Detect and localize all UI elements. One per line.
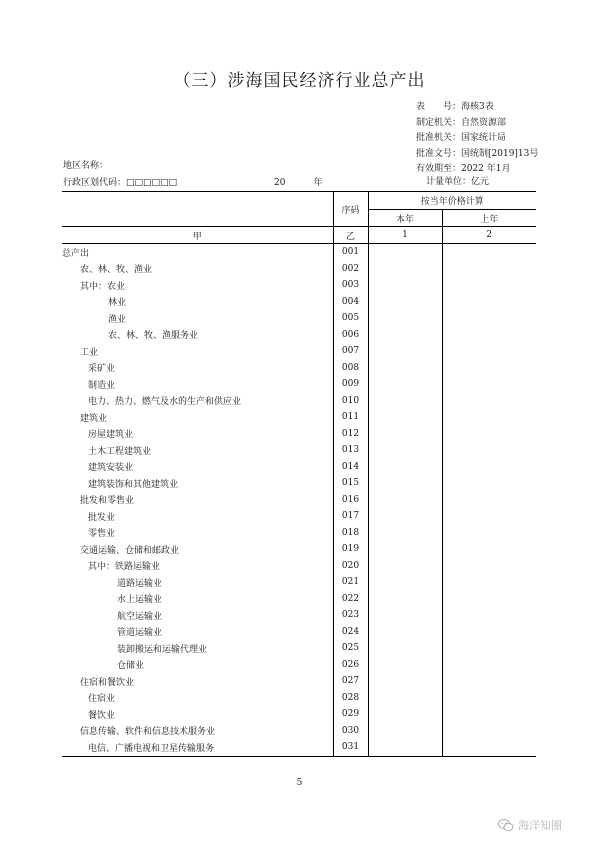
cell-last-year[interactable] bbox=[442, 673, 536, 690]
row-name: 林业 bbox=[108, 298, 127, 309]
row-code: 001 bbox=[333, 244, 368, 261]
row-code: 019 bbox=[333, 541, 368, 558]
table-row bbox=[62, 294, 536, 311]
cell-last-year[interactable] bbox=[442, 657, 536, 674]
table-row bbox=[62, 640, 536, 657]
row-code: 007 bbox=[333, 343, 368, 360]
cell-this-year[interactable] bbox=[368, 525, 442, 542]
row-name: 批发业 bbox=[88, 512, 116, 523]
header-code: 序码 bbox=[333, 192, 368, 227]
cell-this-year[interactable] bbox=[368, 706, 442, 723]
row-code: 013 bbox=[333, 442, 368, 459]
row-code: 024 bbox=[333, 624, 368, 641]
cell-this-year[interactable] bbox=[368, 541, 442, 558]
cell-this-year[interactable] bbox=[368, 508, 442, 525]
cell-this-year[interactable] bbox=[368, 426, 442, 443]
table-row bbox=[62, 475, 536, 492]
cell-this-year[interactable] bbox=[368, 244, 442, 261]
row-name: 水上运输业 bbox=[117, 595, 163, 606]
table-row bbox=[62, 310, 536, 327]
cell-last-year[interactable] bbox=[442, 426, 536, 443]
table-row bbox=[62, 442, 536, 459]
cell-this-year[interactable] bbox=[368, 558, 442, 575]
table-row bbox=[62, 591, 536, 608]
row-code: 008 bbox=[333, 360, 368, 377]
page-title: （三）涉海国民经济行业总产出 bbox=[173, 71, 426, 91]
cell-this-year[interactable] bbox=[368, 492, 442, 509]
region-info bbox=[63, 158, 177, 192]
table-row bbox=[62, 261, 536, 278]
wechat-icon bbox=[498, 819, 514, 832]
header-price: 按当年价格计算 bbox=[368, 192, 536, 210]
table-row bbox=[62, 525, 536, 542]
cell-last-year[interactable] bbox=[442, 244, 536, 261]
cell-last-year[interactable] bbox=[442, 508, 536, 525]
cell-last-year[interactable] bbox=[442, 376, 536, 393]
table-body bbox=[62, 244, 536, 757]
cell-last-year[interactable] bbox=[442, 343, 536, 360]
row-code: 020 bbox=[333, 558, 368, 575]
cell-this-year[interactable] bbox=[368, 475, 442, 492]
row-name: 零售业 bbox=[88, 529, 116, 540]
table-row bbox=[62, 409, 536, 426]
row-name: 农、林、牧、渔业 bbox=[80, 265, 153, 276]
cell-this-year[interactable] bbox=[368, 690, 442, 707]
row-code: 005 bbox=[333, 310, 368, 327]
row-code: 029 bbox=[333, 706, 368, 723]
table-row bbox=[62, 277, 536, 294]
table-row bbox=[62, 459, 536, 476]
row-name: 其中：铁路运输业 bbox=[88, 562, 161, 573]
cell-last-year[interactable] bbox=[442, 640, 536, 657]
cell-this-year[interactable] bbox=[368, 343, 442, 360]
cell-last-year[interactable] bbox=[442, 459, 536, 476]
year-suffix: 年 bbox=[313, 178, 323, 188]
cell-this-year[interactable] bbox=[368, 393, 442, 410]
table-row bbox=[62, 739, 536, 756]
row-name: 航空运输业 bbox=[117, 611, 163, 622]
row-name: 电力、热力、燃气及水的生产和供应业 bbox=[88, 397, 242, 408]
row-name: 采矿业 bbox=[88, 364, 116, 375]
row-code: 002 bbox=[333, 261, 368, 278]
header-this-year: 本年 bbox=[368, 210, 442, 227]
cell-last-year[interactable] bbox=[442, 409, 536, 426]
table-row bbox=[62, 558, 536, 575]
cell-last-year[interactable] bbox=[442, 277, 536, 294]
cell-last-year[interactable] bbox=[442, 475, 536, 492]
cell-this-year[interactable] bbox=[368, 574, 442, 591]
cell-this-year[interactable] bbox=[368, 591, 442, 608]
row-code: 012 bbox=[333, 426, 368, 443]
cell-this-year[interactable] bbox=[368, 640, 442, 657]
row-name: 其中：农业 bbox=[80, 281, 126, 292]
region-code-label: 行政区划代码：□□□□□□ bbox=[63, 178, 178, 188]
cell-this-year[interactable] bbox=[368, 624, 442, 641]
cell-last-year[interactable] bbox=[442, 624, 536, 641]
region-name-label: 地区名称： bbox=[63, 161, 109, 171]
table-row bbox=[62, 541, 536, 558]
cell-last-year[interactable] bbox=[442, 558, 536, 575]
cell-this-year[interactable] bbox=[368, 723, 442, 740]
row-code: 021 bbox=[333, 574, 368, 591]
cell-this-year[interactable] bbox=[368, 657, 442, 674]
cell-last-year[interactable] bbox=[442, 261, 536, 278]
watermark-text: 海洋知圈 bbox=[518, 819, 562, 832]
row-name: 信息传输、软件和信息技术服务业 bbox=[80, 727, 216, 738]
table-row bbox=[62, 360, 536, 377]
cell-last-year[interactable] bbox=[442, 525, 536, 542]
row-name: 农、林、牧、渔服务业 bbox=[108, 331, 199, 342]
table-row bbox=[62, 343, 536, 360]
row-name: 工业 bbox=[80, 347, 99, 358]
form-meta bbox=[416, 100, 596, 178]
row-name: 房屋建筑业 bbox=[88, 430, 134, 441]
cell-last-year[interactable] bbox=[442, 393, 536, 410]
row-name: 建筑装饰和其他建筑业 bbox=[88, 479, 179, 490]
meta-approval-number: 批准文号：国统制[2019]13号 bbox=[416, 148, 539, 159]
cell-this-year[interactable] bbox=[368, 360, 442, 377]
row-name: 渔业 bbox=[108, 314, 127, 325]
index-name: 甲 bbox=[62, 227, 333, 244]
row-name: 建筑安装业 bbox=[88, 463, 134, 474]
row-code: 031 bbox=[333, 739, 368, 756]
row-code: 016 bbox=[333, 492, 368, 509]
row-name: 总产出 bbox=[62, 248, 90, 259]
meta-valid-until: 有效期至：2022 年1月 bbox=[416, 164, 511, 175]
row-code: 026 bbox=[333, 657, 368, 674]
cell-last-year[interactable] bbox=[442, 706, 536, 723]
table-row bbox=[62, 657, 536, 674]
table-row bbox=[62, 508, 536, 525]
cell-last-year[interactable] bbox=[442, 541, 536, 558]
cell-last-year[interactable] bbox=[442, 442, 536, 459]
cell-last-year[interactable] bbox=[442, 690, 536, 707]
cell-this-year[interactable] bbox=[368, 310, 442, 327]
header-last-year: 上年 bbox=[442, 210, 536, 227]
row-name: 餐饮业 bbox=[88, 710, 116, 721]
row-code: 003 bbox=[333, 277, 368, 294]
row-name: 土木工程建筑业 bbox=[88, 446, 152, 457]
row-code: 027 bbox=[333, 673, 368, 690]
table-row bbox=[62, 607, 536, 624]
row-code: 017 bbox=[333, 508, 368, 525]
cell-last-year[interactable] bbox=[442, 739, 536, 756]
table-row bbox=[62, 624, 536, 641]
watermark bbox=[498, 817, 562, 833]
table-row bbox=[62, 690, 536, 707]
cell-this-year[interactable] bbox=[368, 409, 442, 426]
row-name: 仓储业 bbox=[117, 661, 145, 672]
cell-last-year[interactable] bbox=[442, 327, 536, 344]
table-row bbox=[62, 723, 536, 740]
row-name: 管道运输业 bbox=[117, 628, 163, 639]
cell-last-year[interactable] bbox=[442, 574, 536, 591]
cell-this-year[interactable] bbox=[368, 327, 442, 344]
cell-this-year[interactable] bbox=[368, 459, 442, 476]
table-row bbox=[62, 673, 536, 690]
cell-this-year[interactable] bbox=[368, 442, 442, 459]
cell-last-year[interactable] bbox=[442, 294, 536, 311]
table-row bbox=[62, 574, 536, 591]
row-code: 030 bbox=[333, 723, 368, 740]
cell-last-year[interactable] bbox=[442, 310, 536, 327]
row-name: 建筑业 bbox=[80, 413, 108, 424]
cell-this-year[interactable] bbox=[368, 739, 442, 756]
row-name: 电信、广播电视和卫星传输服务 bbox=[62, 739, 333, 756]
table-row bbox=[62, 376, 536, 393]
row-name: 住宿和餐饮业 bbox=[80, 677, 135, 688]
row-name: 交通运输、仓储和邮政业 bbox=[80, 545, 180, 556]
row-name: 批发和零售业 bbox=[80, 496, 135, 507]
page-number: 5 bbox=[296, 778, 303, 788]
meta-form-number: 表 号：海核3表 bbox=[416, 102, 494, 112]
index-v1: 1 bbox=[368, 227, 442, 244]
cell-last-year[interactable] bbox=[442, 492, 536, 509]
cell-this-year[interactable] bbox=[368, 673, 442, 690]
cell-this-year[interactable] bbox=[368, 261, 442, 278]
cell-this-year[interactable] bbox=[368, 376, 442, 393]
table-row bbox=[62, 426, 536, 443]
row-code: 004 bbox=[333, 294, 368, 311]
year-label bbox=[274, 175, 350, 188]
index-v2: 2 bbox=[442, 227, 536, 244]
cell-last-year[interactable] bbox=[442, 360, 536, 377]
cell-last-year[interactable] bbox=[442, 723, 536, 740]
cell-this-year[interactable] bbox=[368, 294, 442, 311]
index-code: 乙 bbox=[333, 227, 368, 244]
row-code: 022 bbox=[333, 591, 368, 608]
output-table bbox=[62, 191, 536, 757]
row-code: 014 bbox=[333, 459, 368, 476]
row-code: 011 bbox=[333, 409, 368, 426]
cell-last-year[interactable] bbox=[442, 607, 536, 624]
cell-this-year[interactable] bbox=[368, 607, 442, 624]
table-row bbox=[62, 244, 536, 261]
row-name: 住宿业 bbox=[88, 694, 116, 705]
year-prefix: 20 bbox=[274, 178, 286, 188]
row-code: 015 bbox=[333, 475, 368, 492]
table-row bbox=[62, 706, 536, 723]
table-row bbox=[62, 393, 536, 410]
cell-last-year[interactable] bbox=[442, 591, 536, 608]
row-name: 装卸搬运和运输代理业 bbox=[117, 644, 208, 655]
table-row bbox=[62, 327, 536, 344]
row-code: 010 bbox=[333, 393, 368, 410]
cell-this-year[interactable] bbox=[368, 277, 442, 294]
table-row bbox=[62, 492, 536, 509]
unit-label: 计量单位：亿元 bbox=[426, 177, 490, 187]
row-code: 028 bbox=[333, 690, 368, 707]
row-code: 009 bbox=[333, 376, 368, 393]
row-code: 006 bbox=[333, 327, 368, 344]
meta-authority: 制定机关：自然资源部 bbox=[416, 117, 507, 128]
row-code: 018 bbox=[333, 525, 368, 542]
row-name: 道路运输业 bbox=[117, 578, 163, 589]
row-name: 制造业 bbox=[88, 380, 116, 391]
meta-approval-authority: 批准机关：国家统计局 bbox=[416, 133, 507, 144]
row-code: 023 bbox=[333, 607, 368, 624]
row-code: 025 bbox=[333, 640, 368, 657]
